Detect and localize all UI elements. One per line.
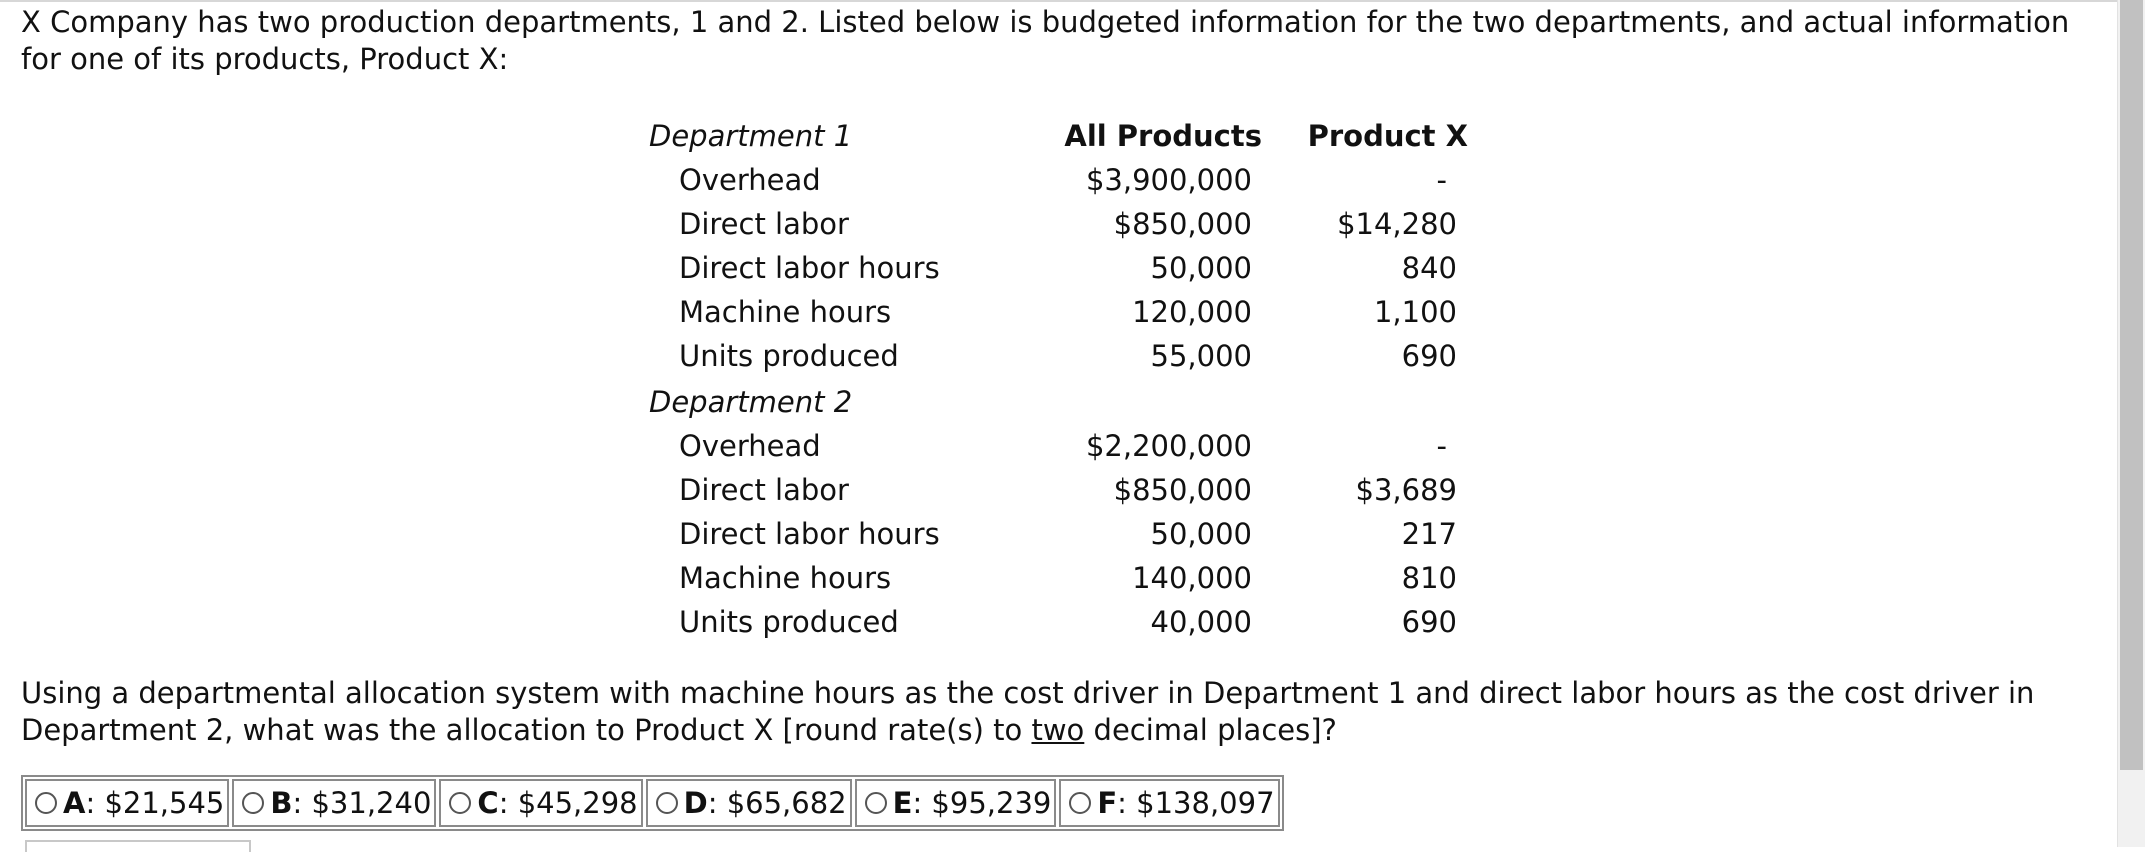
product-x-value: 810 [1401,561,1457,595]
table-row [0,290,1600,334]
table-row [0,600,1600,644]
radio-button[interactable] [865,792,887,814]
row-label: Direct labor [679,473,849,507]
intro-paragraph: X Company has two production departments, 1 and 2. Listed below is budgeted information for the two departments, and actual information for one of its products, Product X: [21,5,2070,76]
option-letter: F [1097,786,1118,820]
option-a[interactable] [25,779,229,827]
option-letter: D [683,786,708,820]
option-letter: B [270,786,293,820]
product-x-value: 690 [1401,605,1457,639]
department-1-heading: Department 1 [649,119,853,153]
row-label: Direct labor hours [679,517,940,551]
all-products-value: $3,900,000 [1085,163,1252,197]
radio-button[interactable] [1069,792,1091,814]
product-x-value: 1,100 [1373,295,1457,329]
column-header-all-products: All Products [1064,119,1262,153]
row-label: Overhead [679,429,821,463]
row-label: Overhead [679,163,821,197]
table-row [0,158,1600,202]
option-letter: A [63,786,86,820]
row-label: Machine hours [679,295,892,329]
table-section-row [0,380,1600,424]
row-label: Machine hours [679,561,892,595]
all-products-value: 55,000 [1150,339,1252,373]
product-x-value: - [1436,163,1447,197]
product-x-value: 217 [1401,517,1457,551]
table-row [0,424,1600,468]
column-header-product-x: Product X [1307,119,1468,153]
radio-button[interactable] [35,792,57,814]
question-text-part1: Using a departmental allocation system with machine hours as the cost driver in Department 1 and direct labor hours as the cost driver in Department 2, what was the allocation to Product X [round rate(s) to [21,676,2035,747]
radio-button[interactable] [656,792,678,814]
option-value: : $95,239 [912,786,1052,820]
option-value: : $138,097 [1117,786,1275,820]
submit-button[interactable] [25,840,251,852]
radio-button[interactable] [449,792,471,814]
row-label: Direct labor [679,207,849,241]
all-products-value: $2,200,000 [1085,429,1252,463]
product-x-value: 840 [1401,251,1457,285]
answer-options [21,775,1284,831]
table-row [0,334,1600,378]
table-row [0,512,1600,556]
row-label: Units produced [679,605,899,639]
row-label: Direct labor hours [679,251,940,285]
product-x-value: $14,280 [1337,207,1457,241]
all-products-value: $850,000 [1113,473,1252,507]
row-label: Units produced [679,339,899,373]
product-x-value: $3,689 [1355,473,1457,507]
radio-button[interactable] [242,792,264,814]
option-value: : $21,545 [85,786,225,820]
product-x-value: 690 [1401,339,1457,373]
table-header-row [0,114,1600,158]
all-products-value: 50,000 [1150,251,1252,285]
option-f[interactable] [1059,779,1279,827]
question-text-part2: decimal places]? [1084,713,1337,747]
all-products-value: 50,000 [1150,517,1252,551]
option-value: : $45,298 [498,786,638,820]
all-products-value: 120,000 [1132,295,1252,329]
all-products-value: 140,000 [1132,561,1252,595]
option-d[interactable] [646,779,852,827]
option-value: : $65,682 [707,786,847,820]
question-underlined-word: two [1031,713,1085,747]
option-b[interactable] [232,779,436,827]
product-x-value: - [1436,429,1447,463]
vertical-scrollbar[interactable] [2117,0,2145,847]
option-value: : $31,240 [292,786,432,820]
all-products-value: 40,000 [1150,605,1252,639]
table-row [0,556,1600,600]
all-products-value: $850,000 [1113,207,1252,241]
option-c[interactable] [439,779,642,827]
department-2-heading: Department 2 [649,385,853,419]
table-row [0,202,1600,246]
option-letter: E [892,786,913,820]
option-letter: C [477,786,499,820]
scrollbar-thumb[interactable] [2120,0,2143,770]
option-e[interactable] [855,779,1057,827]
table-row [0,468,1600,512]
top-divider [0,0,2117,2]
question-paragraph [21,675,2081,749]
table-row [0,246,1600,290]
